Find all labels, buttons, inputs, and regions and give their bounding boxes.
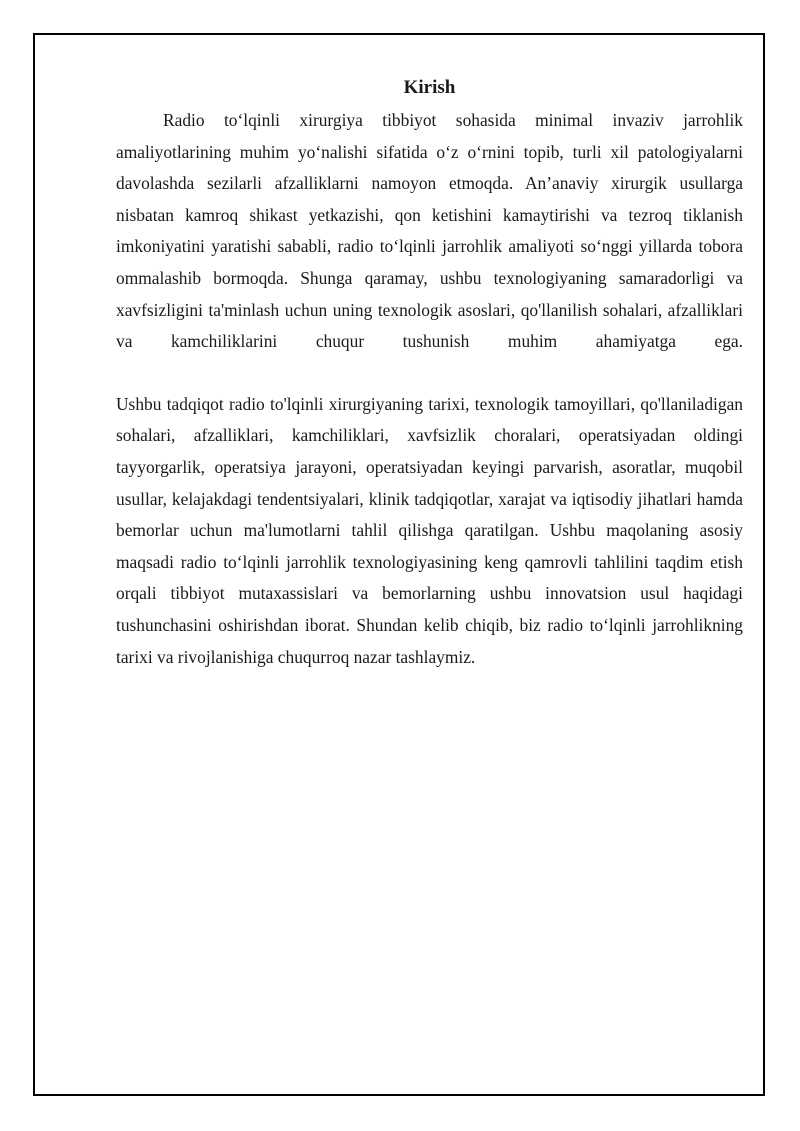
document-body (116, 74, 743, 673)
paragraph-intro: Radio to‘lqinli xirurgiya tibbiyot sohasida minimal invaziv jarrohlik amaliyotlarining muhim yo‘nalishi sifatida o‘z o‘rnini topib, turli xil patologiyalarni davolashda sezilarli afzalliklarni namoyon etmoqda. An’anaviy xirurgik usullarga nisbatan kamroq shikast yetkazishi, qon ketishini kamaytirishi va tezroq tiklanish imkoniyatini yaratishi sababli, radio to‘lqinli jarrohlik amaliyoti so‘nggi yillarda tobora ommalashib bormoqda. Shunga qaramay, ushbu texnologiyaning samaradorligi va xavfsizligini ta'minlash uchun uning texnologik asoslari, qo'llanilish sohalari, afzalliklari va kamchiliklarini chuqur tushunish muhim ahamiyatga ega. (116, 110, 743, 352)
paragraph-research-aim: Ushbu tadqiqot radio to'lqinli xirurgiyaning tarixi, texnologik tamoyillari, qo'llaniladigan sohalari, afzalliklari, kamchiliklari, xavfsizlik choralari, operatsiyadan oldingi tayyorgarlik, operatsiya jarayoni, operatsiyadan keyingi parvarish, asoratlar, muqobil usullar, kelajakdagi tendentsiyalari, klinik tadqiqotlar, xarajat va iqtisodiy jihatlari hamda bemorlar uchun ma'lumotlarni tahlil qilishga qaratilgan. Ushbu maqolaning asosiy maqsadi radio to‘lqinli jarrohlik texnologiyasining keng qamrovli tahlilini taqdim etish orqali tibbiyot mutaxassislari va bemorlarning ushbu innovatsion usul haqidagi tushunchasini oshirishdan iborat. Shundan kelib chiqib, biz radio to‘lqinli jarrohlikning tarixi va rivojlanishiga chuqurroq nazar tashlaymiz. (116, 393, 743, 667)
document-title: Kirish (403, 77, 456, 98)
